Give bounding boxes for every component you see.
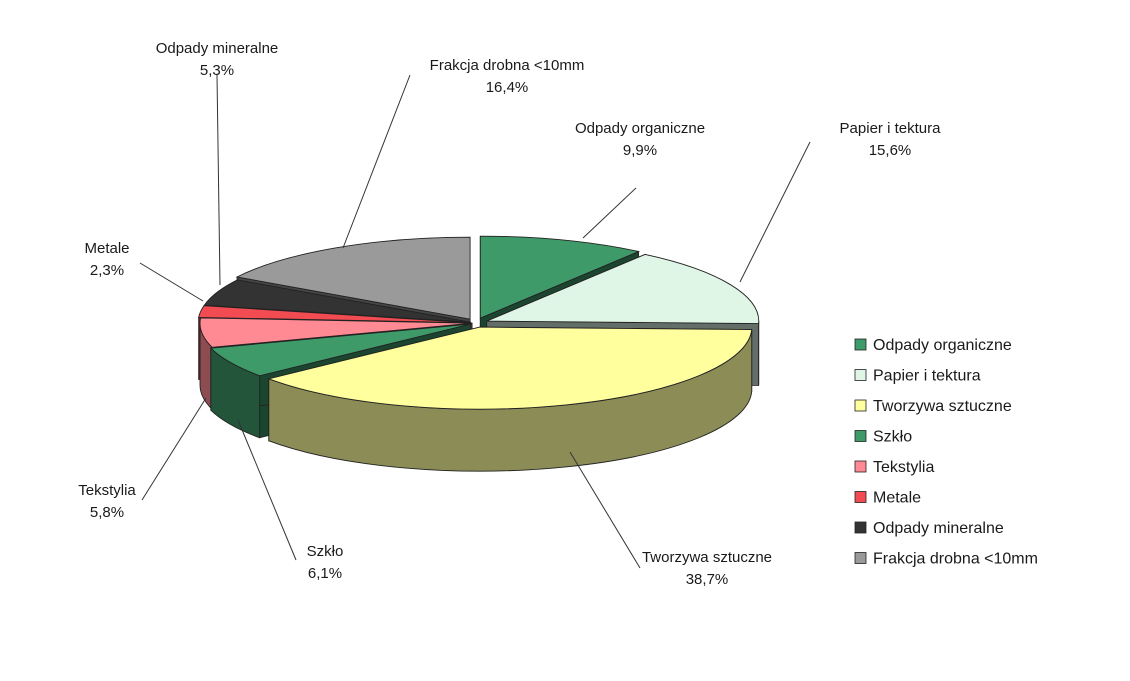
legend-label: Frakcja drobna <10mm [873, 550, 1038, 568]
legend-label: Tekstylia [873, 459, 935, 476]
slice-value-metale: 2,3% [89, 262, 125, 279]
slice-value-odpady-organiczne: 9,9% [622, 142, 658, 159]
leader-frakcja-drobna-10mm [343, 75, 410, 248]
slice-label-odpady-mineralne: Odpady mineralne [155, 40, 279, 57]
slice-label-tekstylia: Tekstylia [78, 482, 136, 499]
slice-label-papier-i-tektura: Papier i tektura [839, 120, 941, 137]
slice-value-tekstylia: 5,8% [89, 504, 125, 521]
legend-swatch [855, 400, 866, 411]
legend-item-tworzywa-sztuczne [855, 398, 1012, 415]
leader-tekstylia [142, 398, 206, 500]
slice-value-papier-i-tektura: 15,6% [868, 142, 912, 159]
leader-odpady-mineralne [217, 75, 220, 285]
legend-label: Odpady mineralne [873, 520, 1004, 537]
legend-label: Tworzywa sztuczne [873, 398, 1012, 415]
legend-swatch [855, 553, 866, 564]
legend-swatch [855, 339, 866, 350]
leader-metale [140, 263, 203, 301]
legend-item-papier-i-tektura [855, 368, 981, 385]
slice-label-szk-o: Szkło [306, 543, 344, 560]
slice-value-frakcja-drobna-10mm: 16,4% [485, 79, 529, 96]
leader-papier-i-tektura [740, 142, 810, 282]
slice-value-odpady-mineralne: 5,3% [199, 62, 235, 79]
pie-sides [199, 236, 759, 471]
legend-swatch [855, 431, 866, 442]
legend-swatch [855, 492, 866, 503]
leader-odpady-organiczne [583, 188, 636, 238]
slice-label-odpady-organiczne: Odpady organiczne [574, 120, 706, 137]
legend-label: Odpady organiczne [873, 337, 1012, 354]
legend-item-szk-o [855, 429, 912, 446]
legend [855, 337, 1038, 568]
legend-swatch [855, 522, 866, 533]
legend-item-frakcja-drobna-10mm [855, 551, 1038, 568]
legend-item-metale [855, 490, 921, 507]
slice-value-szk-o: 6,1% [307, 565, 343, 582]
legend-swatch [855, 370, 866, 381]
slice-label-tworzywa-sztuczne: Tworzywa sztuczne [641, 549, 773, 566]
legend-item-tekstylia [855, 459, 934, 476]
leader-tworzywa-sztuczne [570, 452, 640, 568]
legend-label: Metale [873, 489, 922, 507]
legend-label: Papier i tektura [873, 367, 981, 385]
legend-swatch [855, 461, 866, 472]
slice-label-metale: Metale [84, 240, 130, 257]
legend-item-odpady-organiczne [855, 337, 1012, 354]
legend-item-odpady-mineralne [855, 520, 1004, 537]
slice-label-frakcja-drobna-10mm: Frakcja drobna <10mm [429, 57, 585, 74]
legend-label: Szkło [873, 428, 913, 446]
slice-value-tworzywa-sztuczne: 38,7% [685, 571, 729, 588]
